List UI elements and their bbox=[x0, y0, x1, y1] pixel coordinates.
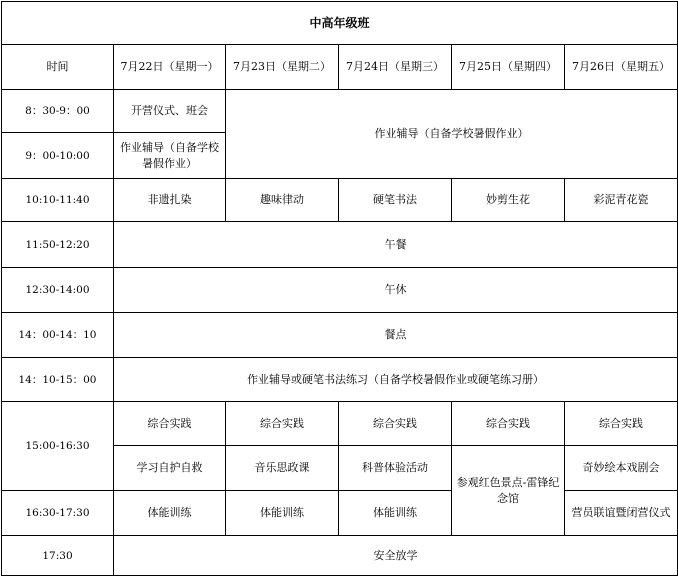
activity-span-cell: 作业辅导（自备学校暑假作业） bbox=[226, 90, 678, 179]
activity-cell: 体能训练 bbox=[339, 491, 452, 536]
activity-span-cell: 午休 bbox=[114, 268, 678, 313]
activity-cell: 参观红色景点-雷锋纪念馆 bbox=[452, 446, 565, 536]
day-header-wed: 7月24日（星期三） bbox=[339, 45, 452, 90]
time-slot: 14：00-14：10 bbox=[2, 313, 114, 358]
activity-cell: 体能训练 bbox=[226, 491, 339, 536]
time-slot: 9：00-10:00 bbox=[2, 133, 114, 179]
activity-cell: 妙剪生花 bbox=[452, 179, 565, 222]
activity-cell: 营员联谊暨闭营仪式 bbox=[565, 491, 678, 536]
activity-span-cell: 餐点 bbox=[114, 313, 678, 358]
day-header-tue: 7月23日（星期二） bbox=[226, 45, 339, 90]
activity-cell: 综合实践 bbox=[226, 402, 339, 446]
activity-cell: 开营仪式、班会 bbox=[114, 90, 226, 133]
activity-cell: 音乐思政课 bbox=[226, 446, 339, 491]
activity-span-cell: 安全放学 bbox=[114, 536, 678, 576]
time-slot: 15:00-16:30 bbox=[2, 402, 114, 491]
activity-cell: 综合实践 bbox=[452, 402, 565, 446]
activity-cell: 作业辅导（自备学校暑假作业） bbox=[114, 133, 226, 179]
time-slot: 12:30-14:00 bbox=[2, 268, 114, 313]
activity-span-cell: 作业辅导或硬笔书法练习（自备学校暑假作业或硬笔练习册） bbox=[114, 358, 678, 402]
time-slot: 14：10-15：00 bbox=[2, 358, 114, 402]
activity-cell: 奇妙绘本戏剧会 bbox=[565, 446, 678, 491]
activity-cell: 科普体验活动 bbox=[339, 446, 452, 491]
activity-cell: 综合实践 bbox=[114, 402, 226, 446]
activity-cell: 彩泥青花瓷 bbox=[565, 179, 678, 222]
activity-cell: 综合实践 bbox=[565, 402, 678, 446]
day-header-mon: 7月22日（星期一） bbox=[114, 45, 226, 90]
time-column-header: 时间 bbox=[2, 45, 114, 90]
activity-cell: 硬笔书法 bbox=[339, 179, 452, 222]
activity-cell: 非遗扎染 bbox=[114, 179, 226, 222]
activity-cell: 学习自护自救 bbox=[114, 446, 226, 491]
time-slot: 16:30-17:30 bbox=[2, 491, 114, 536]
activity-cell: 体能训练 bbox=[114, 491, 226, 536]
schedule-table bbox=[1, 1, 678, 576]
activity-span-cell: 午餐 bbox=[114, 222, 678, 268]
activity-cell: 趣味律动 bbox=[226, 179, 339, 222]
time-slot: 17:30 bbox=[2, 536, 114, 576]
time-slot: 11:50-12:20 bbox=[2, 222, 114, 268]
time-slot: 10:10-11:40 bbox=[2, 179, 114, 222]
table-title: 中高年级班 bbox=[2, 2, 678, 45]
day-header-thu: 7月25日（星期四） bbox=[452, 45, 565, 90]
activity-cell: 综合实践 bbox=[339, 402, 452, 446]
time-slot: 8：30-9：00 bbox=[2, 90, 114, 133]
day-header-fri: 7月26日（星期五） bbox=[565, 45, 678, 90]
